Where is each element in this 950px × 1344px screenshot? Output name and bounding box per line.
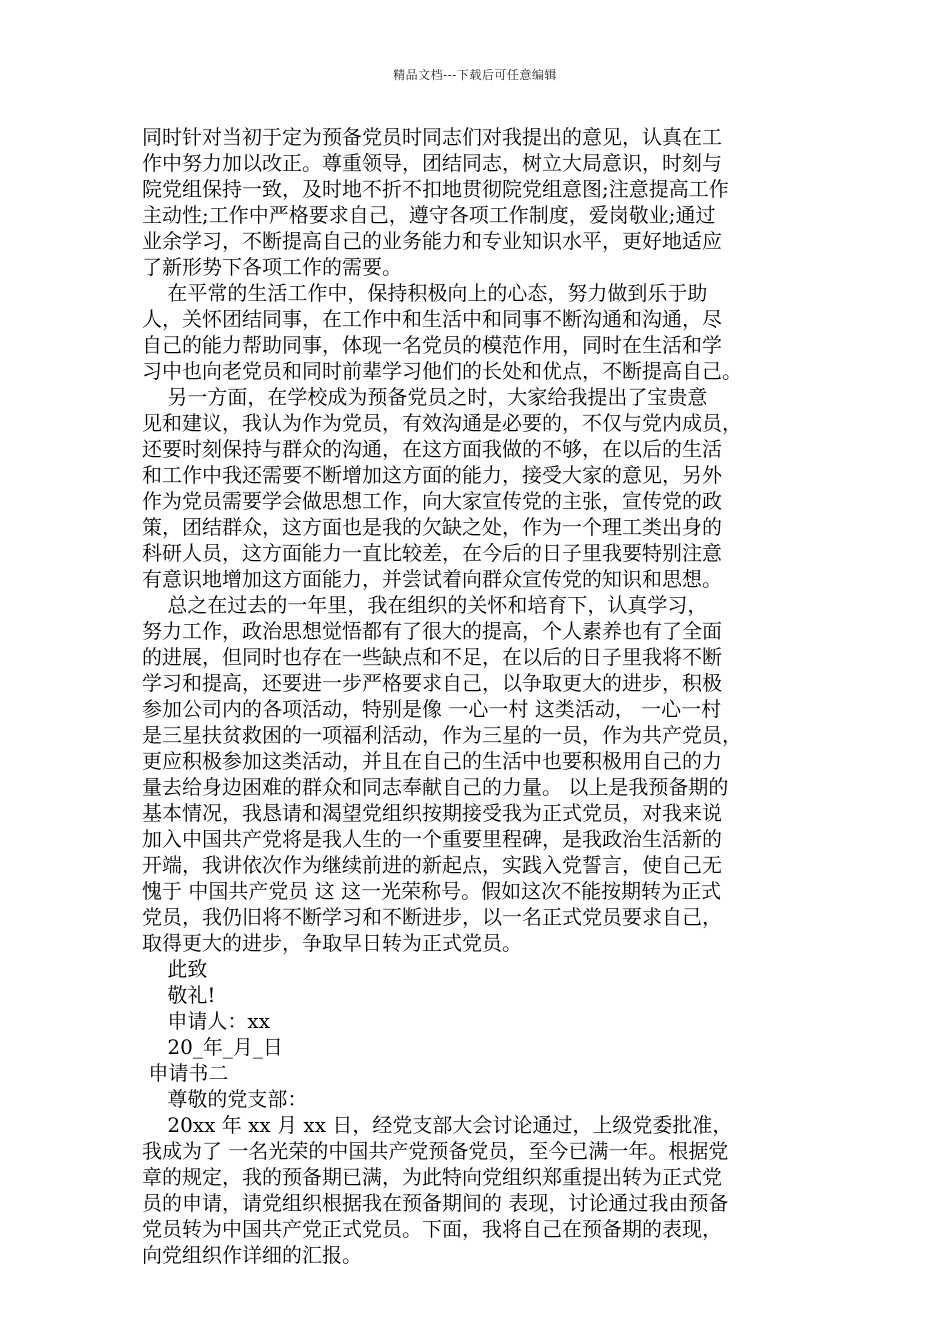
text-line: 开端，我讲依次作为继续前进的新起点，实践入党誓言，使自己无 (142, 853, 722, 877)
text-line: 的进展，但同时也存在一些缺点和不足，在以后的日子里我将不断 (142, 645, 722, 669)
text-line: 见和建议，我认为作为党员，有效沟通是必要的，不仅与党内成员， (142, 411, 742, 435)
text-line: 总之在过去的一年里，我在组织的关怀和培育下，认真学习， (142, 593, 708, 617)
text-line: 还要时刻保持与群众的沟通，在这方面我做的不够，在以后的生活 (142, 437, 722, 461)
text-line: 量去给身边困难的群众和同志奉献自己的力量。 以上是我预备期的 (142, 775, 729, 799)
text-line: 努力工作，政治思想觉悟都有了很大的提高，个人素养也有了全面 (142, 619, 722, 643)
text-line: 主动性;工作中严格要求自己，遵守各项工作制度，爱岗敬业;通过 (142, 203, 716, 227)
text-line: 在平常的生活工作中，保持积极向上的心态，努力做到乐于助 (142, 281, 708, 305)
text-line: 申请人：xx (142, 1009, 270, 1033)
text-line: 基本情况，我恳请和渴望党组织按期接受我为正式党员，对我来说 (142, 801, 722, 825)
text-line: 习中也向老党员和同时前辈学习他们的长处和优点，不断提高自己。 (142, 359, 742, 383)
text-line: 此致 (142, 957, 208, 981)
text-line: 敬礼! (142, 983, 216, 1007)
text-line: 另一方面，在学校成为预备党员之时，大家给我提出了宝贵意 (142, 385, 708, 409)
page-header: 精品文档---下载后可任意编辑 (393, 68, 557, 82)
text-line: 党员，我仍旧将不断学习和不断进步，以一名正式党员要求自己， (142, 905, 722, 929)
text-line: 员的申请，请党组织根据我在预备期间的 表现，讨论通过我由预备 (142, 1191, 729, 1215)
text-line: 院党组保持一致，及时地不折不扣地贯彻院党组意图;注意提高工作 (142, 177, 729, 201)
text-line: 科研人员，这方面能力一直比较差，在今后的日子里我要特别注意 (142, 541, 722, 565)
text-line: 学习和提高，还要进一步严格要求自己，以争取更大的进步，积极 (142, 671, 722, 695)
text-line: 加入中国共产党将是我人生的一个重要里程碑，是我政治生活新的 (142, 827, 722, 851)
text-line: 业余学习，不断提高自己的业务能力和专业知识水平，更好地适应 (142, 229, 722, 253)
document-body (142, 124, 830, 1268)
text-line: 愧于 中国共产党员 这 这一光荣称号。假如这次不能按期转为正式 (142, 879, 722, 903)
text-line: 有意识地增加这方面能力，并尝试着向群众宣传党的知识和思想。 (142, 567, 722, 591)
text-line: 策，团结群众，这方面也是我的欠缺之处，作为一个理工类出身的 (142, 515, 722, 539)
text-line: 和工作中我还需要不断增加这方面的能力，接受大家的意见，另外 (142, 463, 722, 487)
text-line: 章的规定，我的预备期已满，为此特向党组织郑重提出转为正式党 (142, 1165, 722, 1189)
text-line: 党员转为中国共产党正式党员。下面，我将自己在预备期的表现， (142, 1217, 722, 1241)
text-line: 人，关怀团结同事，在工作中和生活中和同事不断沟通和沟通，尽 (142, 307, 722, 331)
text-line: 20_年_月_日 (142, 1035, 283, 1059)
text-line: 作中努力加以改正。尊重领导，团结同志，树立大局意识，时刻与 (142, 151, 722, 175)
text-line: 向党组织作详细的汇报。 (142, 1243, 362, 1267)
text-line: 取得更大的进步，争取早日转为正式党员。 (142, 931, 522, 955)
text-line: 尊敬的党支部： (142, 1087, 308, 1111)
text-line: 是三星扶贫救困的一项福利活动，作为三星的一员，作为共产党员， (142, 723, 742, 747)
text-line: 同时针对当初于定为预备党员时同志们对我提出的意见，认真在工 (142, 125, 722, 149)
text-line: 作为党员需要学会做思想工作，向大家宣传党的主张，宣传党的政 (142, 489, 722, 513)
text-line: 参加公司内的各项活动，特别是像 一心一村 这类活动， 一心一村 (142, 697, 722, 721)
text-line: 我成为了 一名光荣的中国共产党预备党员，至今已满一年。根据党 (142, 1139, 729, 1163)
text-line: 更应积极参加这类活动，并且在自己的生活中也要积极用自己的力 (142, 749, 722, 773)
text-line: 了新形势下各项工作的需要。 (142, 255, 402, 279)
text-line: 20xx 年 xx 月 xx 日，经党支部大会讨论通过，上级党委批准， (142, 1113, 733, 1137)
text-line: 自己的能力帮助同事，体现一名党员的模范作用，同时在生活和学 (142, 333, 722, 357)
text-line: 申请书二 (142, 1061, 229, 1085)
